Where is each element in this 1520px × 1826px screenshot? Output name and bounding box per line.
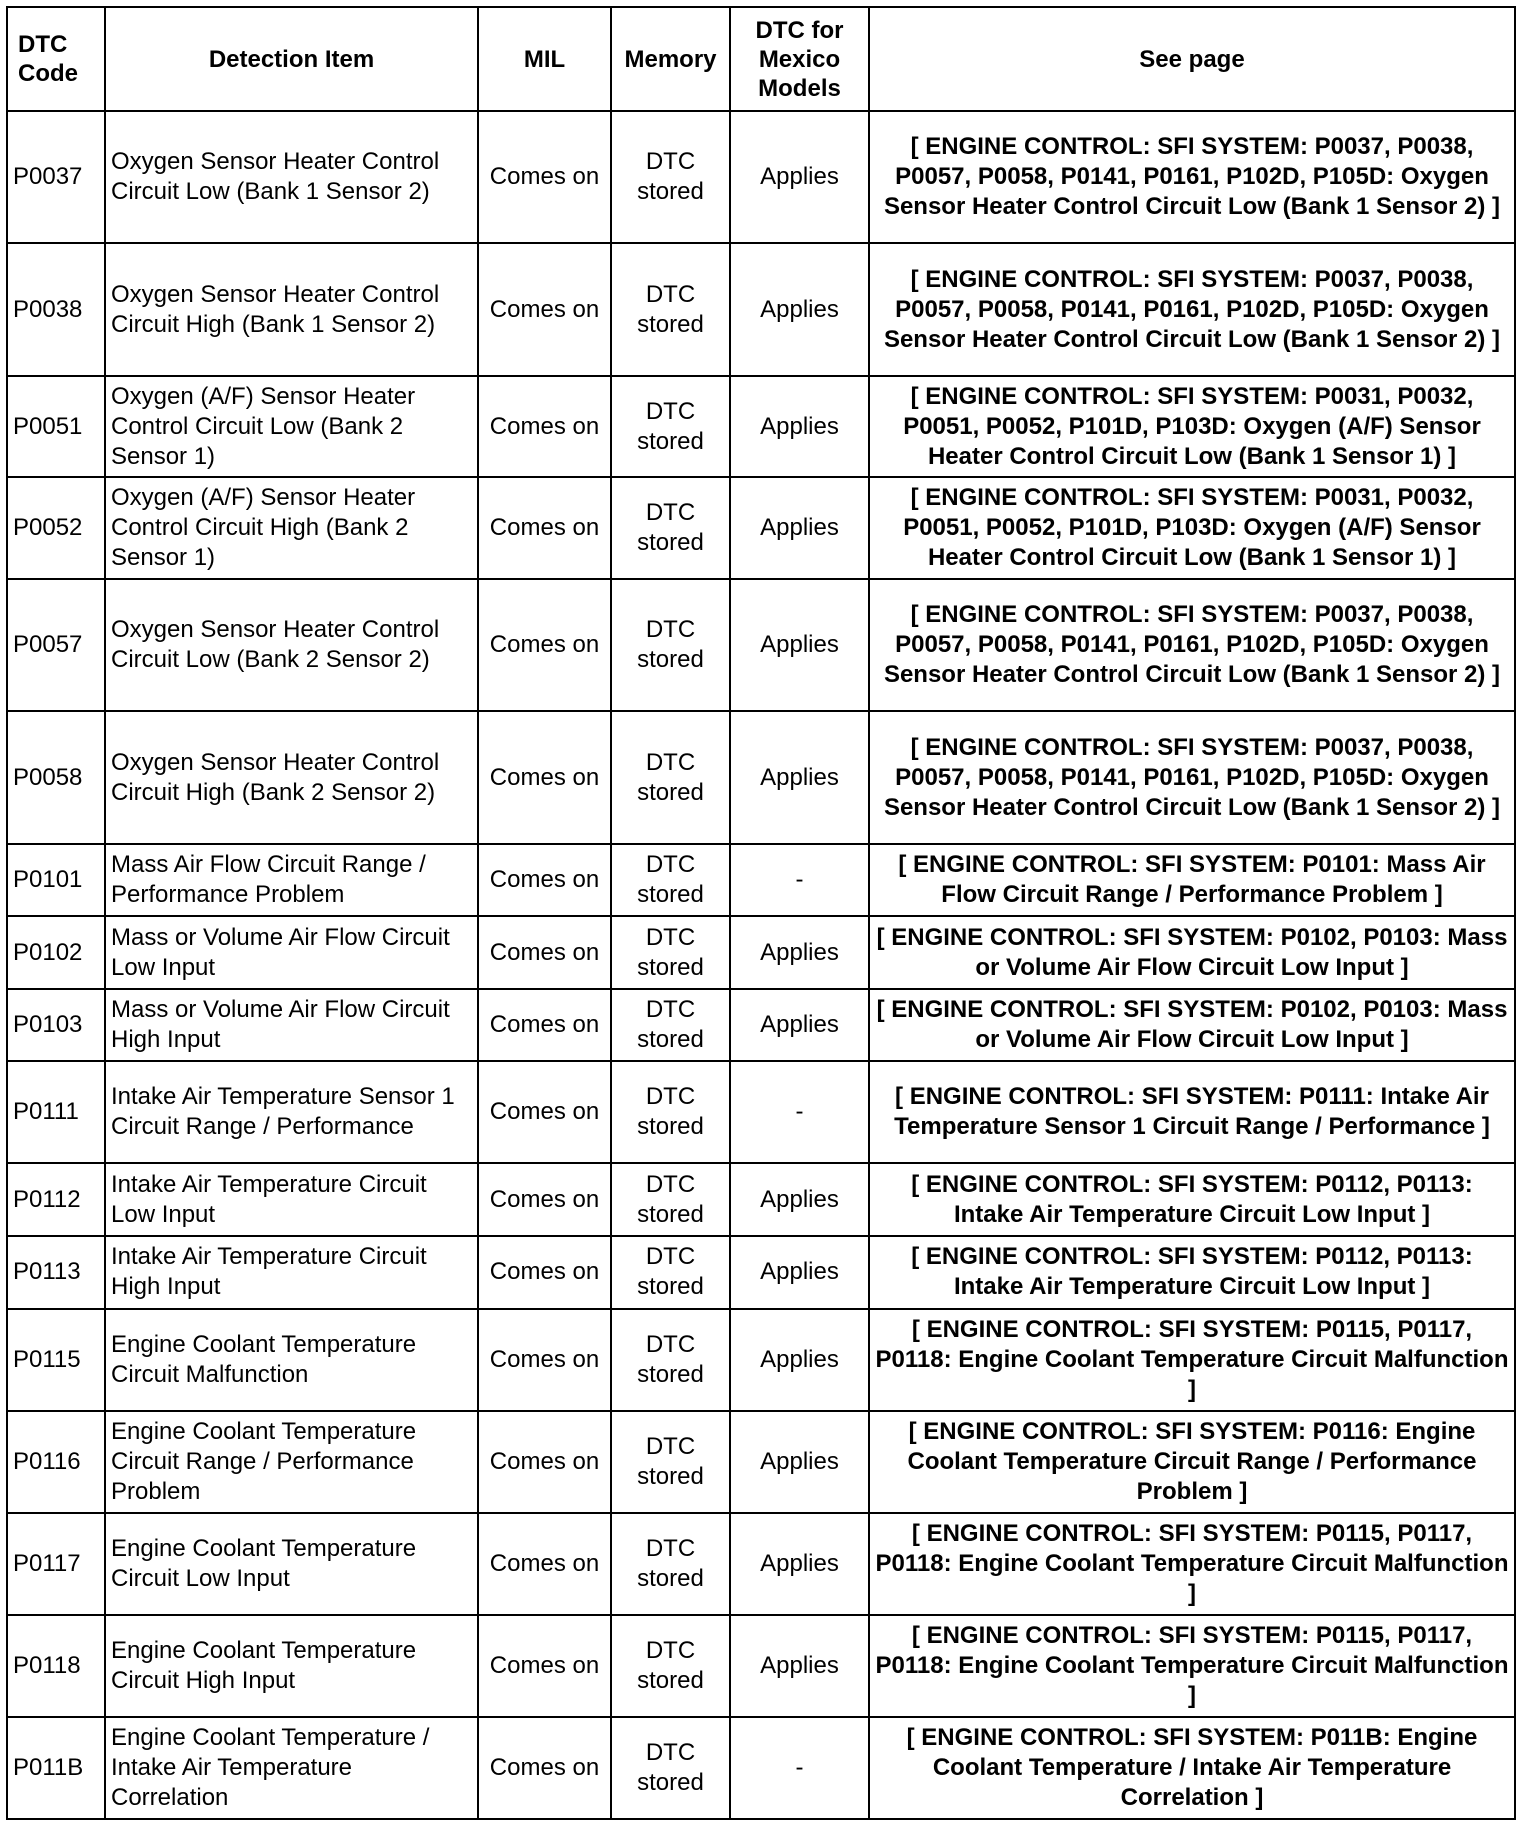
see-page-reference: [ ENGINE CONTROL: SFI SYSTEM: P0037, P0038, P0057, P0058, P0141, P0161, P102D, P105D: Oxygen Sensor Heater Control Circuit Low (Bank 1 Sensor 2) ] (869, 579, 1515, 711)
detection-item: Engine Coolant Temperature Circuit Range / Performance Problem (105, 1411, 478, 1513)
header-detection-item: Detection Item (105, 7, 478, 111)
detection-item: Engine Coolant Temperature Circuit High Input (105, 1615, 478, 1717)
table-row (7, 1717, 1515, 1819)
table-row (7, 1411, 1515, 1513)
dtc-code: P0101 (7, 844, 105, 916)
see-page-reference: [ ENGINE CONTROL: SFI SYSTEM: P0115, P0117, P0118: Engine Coolant Temperature Circuit Malfunction ] (869, 1513, 1515, 1615)
see-page-reference: [ ENGINE CONTROL: SFI SYSTEM: P0115, P0117, P0118: Engine Coolant Temperature Circuit Malfunction ] (869, 1309, 1515, 1411)
header-mexico: DTC for Mexico Models (730, 7, 869, 111)
detection-item: Engine Coolant Temperature / Intake Air Temperature Correlation (105, 1717, 478, 1819)
dtc-code: P0103 (7, 989, 105, 1061)
mil-status: Comes on (478, 1061, 611, 1163)
see-page-reference: [ ENGINE CONTROL: SFI SYSTEM: P0031, P0032, P0051, P0052, P101D, P103D: Oxygen (A/F) Sensor Heater Control Circuit Low (Bank 1 Sensor 1) ] (869, 376, 1515, 477)
see-page-reference: [ ENGINE CONTROL: SFI SYSTEM: P0037, P0038, P0057, P0058, P0141, P0161, P102D, P105D: Oxygen Sensor Heater Control Circuit Low (Bank 1 Sensor 2) ] (869, 111, 1515, 243)
detection-item: Oxygen Sensor Heater Control Circuit High (Bank 2 Sensor 2) (105, 711, 478, 844)
mexico-applicability: - (730, 844, 869, 916)
detection-item: Engine Coolant Temperature Circuit Low Input (105, 1513, 478, 1615)
mexico-applicability: - (730, 1061, 869, 1163)
see-page-reference: [ ENGINE CONTROL: SFI SYSTEM: P0115, P0117, P0118: Engine Coolant Temperature Circuit Malfunction ] (869, 1615, 1515, 1717)
memory-status: DTC stored (611, 1513, 730, 1615)
mil-status: Comes on (478, 844, 611, 916)
table-row (7, 477, 1515, 579)
header-mil: MIL (478, 7, 611, 111)
dtc-code: P0051 (7, 376, 105, 477)
dtc-code: P0117 (7, 1513, 105, 1615)
see-page-reference: [ ENGINE CONTROL: SFI SYSTEM: P0037, P0038, P0057, P0058, P0141, P0161, P102D, P105D: Oxygen Sensor Heater Control Circuit Low (Bank 1 Sensor 2) ] (869, 243, 1515, 376)
mil-status: Comes on (478, 477, 611, 579)
dtc-code: P0113 (7, 1236, 105, 1309)
dtc-code: P011B (7, 1717, 105, 1819)
dtc-code: P0111 (7, 1061, 105, 1163)
memory-status: DTC stored (611, 111, 730, 243)
see-page-reference: [ ENGINE CONTROL: SFI SYSTEM: P011B: Engine Coolant Temperature / Intake Air Temperature Correlation ] (869, 1717, 1515, 1819)
mil-status: Comes on (478, 1615, 611, 1717)
mexico-applicability: - (730, 1717, 869, 1819)
memory-status: DTC stored (611, 1163, 730, 1235)
mexico-applicability: Applies (730, 1615, 869, 1717)
mexico-applicability: Applies (730, 1236, 869, 1309)
memory-status: DTC stored (611, 579, 730, 711)
detection-item: Intake Air Temperature Circuit High Input (105, 1236, 478, 1309)
table-row (7, 1615, 1515, 1717)
see-page-reference: [ ENGINE CONTROL: SFI SYSTEM: P0102, P0103: Mass or Volume Air Flow Circuit Low Input ] (869, 989, 1515, 1061)
memory-status: DTC stored (611, 376, 730, 477)
mil-status: Comes on (478, 579, 611, 711)
mexico-applicability: Applies (730, 477, 869, 579)
see-page-reference: [ ENGINE CONTROL: SFI SYSTEM: P0111: Intake Air Temperature Sensor 1 Circuit Range / Performance ] (869, 1061, 1515, 1163)
detection-item: Oxygen Sensor Heater Control Circuit Low (Bank 1 Sensor 2) (105, 111, 478, 243)
detection-item: Mass Air Flow Circuit Range / Performance Problem (105, 844, 478, 916)
dtc-code: P0116 (7, 1411, 105, 1513)
mexico-applicability: Applies (730, 243, 869, 376)
mexico-applicability: Applies (730, 989, 869, 1061)
mil-status: Comes on (478, 1513, 611, 1615)
dtc-code: P0102 (7, 916, 105, 989)
mil-status: Comes on (478, 376, 611, 477)
mil-status: Comes on (478, 243, 611, 376)
memory-status: DTC stored (611, 1236, 730, 1309)
table-row (7, 989, 1515, 1061)
table-row (7, 1163, 1515, 1235)
mil-status: Comes on (478, 711, 611, 844)
mil-status: Comes on (478, 1236, 611, 1309)
mexico-applicability: Applies (730, 376, 869, 477)
table-row (7, 1236, 1515, 1309)
dtc-code: P0052 (7, 477, 105, 579)
mexico-applicability: Applies (730, 1513, 869, 1615)
dtc-table (6, 6, 1516, 1820)
see-page-reference: [ ENGINE CONTROL: SFI SYSTEM: P0031, P0032, P0051, P0052, P101D, P103D: Oxygen (A/F) Sensor Heater Control Circuit Low (Bank 1 Sensor 1) ] (869, 477, 1515, 579)
mil-status: Comes on (478, 111, 611, 243)
mexico-applicability: Applies (730, 1309, 869, 1411)
detection-item: Mass or Volume Air Flow Circuit Low Input (105, 916, 478, 989)
dtc-code: P0057 (7, 579, 105, 711)
mil-status: Comes on (478, 1163, 611, 1235)
see-page-reference: [ ENGINE CONTROL: SFI SYSTEM: P0037, P0038, P0057, P0058, P0141, P0161, P102D, P105D: Oxygen Sensor Heater Control Circuit Low (Bank 1 Sensor 2) ] (869, 711, 1515, 844)
mil-status: Comes on (478, 989, 611, 1061)
mil-status: Comes on (478, 1309, 611, 1411)
header-row (7, 7, 1515, 111)
memory-status: DTC stored (611, 477, 730, 579)
detection-item: Oxygen (A/F) Sensor Heater Control Circuit Low (Bank 2 Sensor 1) (105, 376, 478, 477)
see-page-reference: [ ENGINE CONTROL: SFI SYSTEM: P0101: Mass Air Flow Circuit Range / Performance Problem ] (869, 844, 1515, 916)
table-row (7, 844, 1515, 916)
memory-status: DTC stored (611, 1309, 730, 1411)
detection-item: Oxygen Sensor Heater Control Circuit Low (Bank 2 Sensor 2) (105, 579, 478, 711)
detection-item: Mass or Volume Air Flow Circuit High Input (105, 989, 478, 1061)
table-row (7, 1061, 1515, 1163)
table-row (7, 111, 1515, 243)
mexico-applicability: Applies (730, 916, 869, 989)
header-memory: Memory (611, 7, 730, 111)
table-row (7, 243, 1515, 376)
detection-item: Intake Air Temperature Circuit Low Input (105, 1163, 478, 1235)
see-page-reference: [ ENGINE CONTROL: SFI SYSTEM: P0102, P0103: Mass or Volume Air Flow Circuit Low Input ] (869, 916, 1515, 989)
memory-status: DTC stored (611, 916, 730, 989)
memory-status: DTC stored (611, 1411, 730, 1513)
table-row (7, 711, 1515, 844)
table-row (7, 1309, 1515, 1411)
dtc-code: P0058 (7, 711, 105, 844)
table-row (7, 1513, 1515, 1615)
memory-status: DTC stored (611, 989, 730, 1061)
memory-status: DTC stored (611, 1061, 730, 1163)
mexico-applicability: Applies (730, 579, 869, 711)
dtc-code: P0112 (7, 1163, 105, 1235)
mexico-applicability: Applies (730, 1411, 869, 1513)
memory-status: DTC stored (611, 1717, 730, 1819)
table-row (7, 916, 1515, 989)
dtc-code: P0118 (7, 1615, 105, 1717)
header-dtc-code: DTC Code (7, 7, 105, 111)
detection-item: Oxygen (A/F) Sensor Heater Control Circuit High (Bank 2 Sensor 1) (105, 477, 478, 579)
mil-status: Comes on (478, 1411, 611, 1513)
detection-item: Engine Coolant Temperature Circuit Malfunction (105, 1309, 478, 1411)
memory-status: DTC stored (611, 1615, 730, 1717)
dtc-code: P0037 (7, 111, 105, 243)
see-page-reference: [ ENGINE CONTROL: SFI SYSTEM: P0112, P0113: Intake Air Temperature Circuit Low Input ] (869, 1163, 1515, 1235)
memory-status: DTC stored (611, 844, 730, 916)
dtc-code: P0038 (7, 243, 105, 376)
mexico-applicability: Applies (730, 711, 869, 844)
table-row (7, 579, 1515, 711)
memory-status: DTC stored (611, 711, 730, 844)
see-page-reference: [ ENGINE CONTROL: SFI SYSTEM: P0116: Engine Coolant Temperature Circuit Range / Performance Problem ] (869, 1411, 1515, 1513)
memory-status: DTC stored (611, 243, 730, 376)
mexico-applicability: Applies (730, 111, 869, 243)
detection-item: Oxygen Sensor Heater Control Circuit High (Bank 1 Sensor 2) (105, 243, 478, 376)
detection-item: Intake Air Temperature Sensor 1 Circuit Range / Performance (105, 1061, 478, 1163)
table-row (7, 376, 1515, 477)
see-page-reference: [ ENGINE CONTROL: SFI SYSTEM: P0112, P0113: Intake Air Temperature Circuit Low Input ] (869, 1236, 1515, 1309)
header-see-page: See page (869, 7, 1515, 111)
mil-status: Comes on (478, 1717, 611, 1819)
mexico-applicability: Applies (730, 1163, 869, 1235)
dtc-code: P0115 (7, 1309, 105, 1411)
mil-status: Comes on (478, 916, 611, 989)
